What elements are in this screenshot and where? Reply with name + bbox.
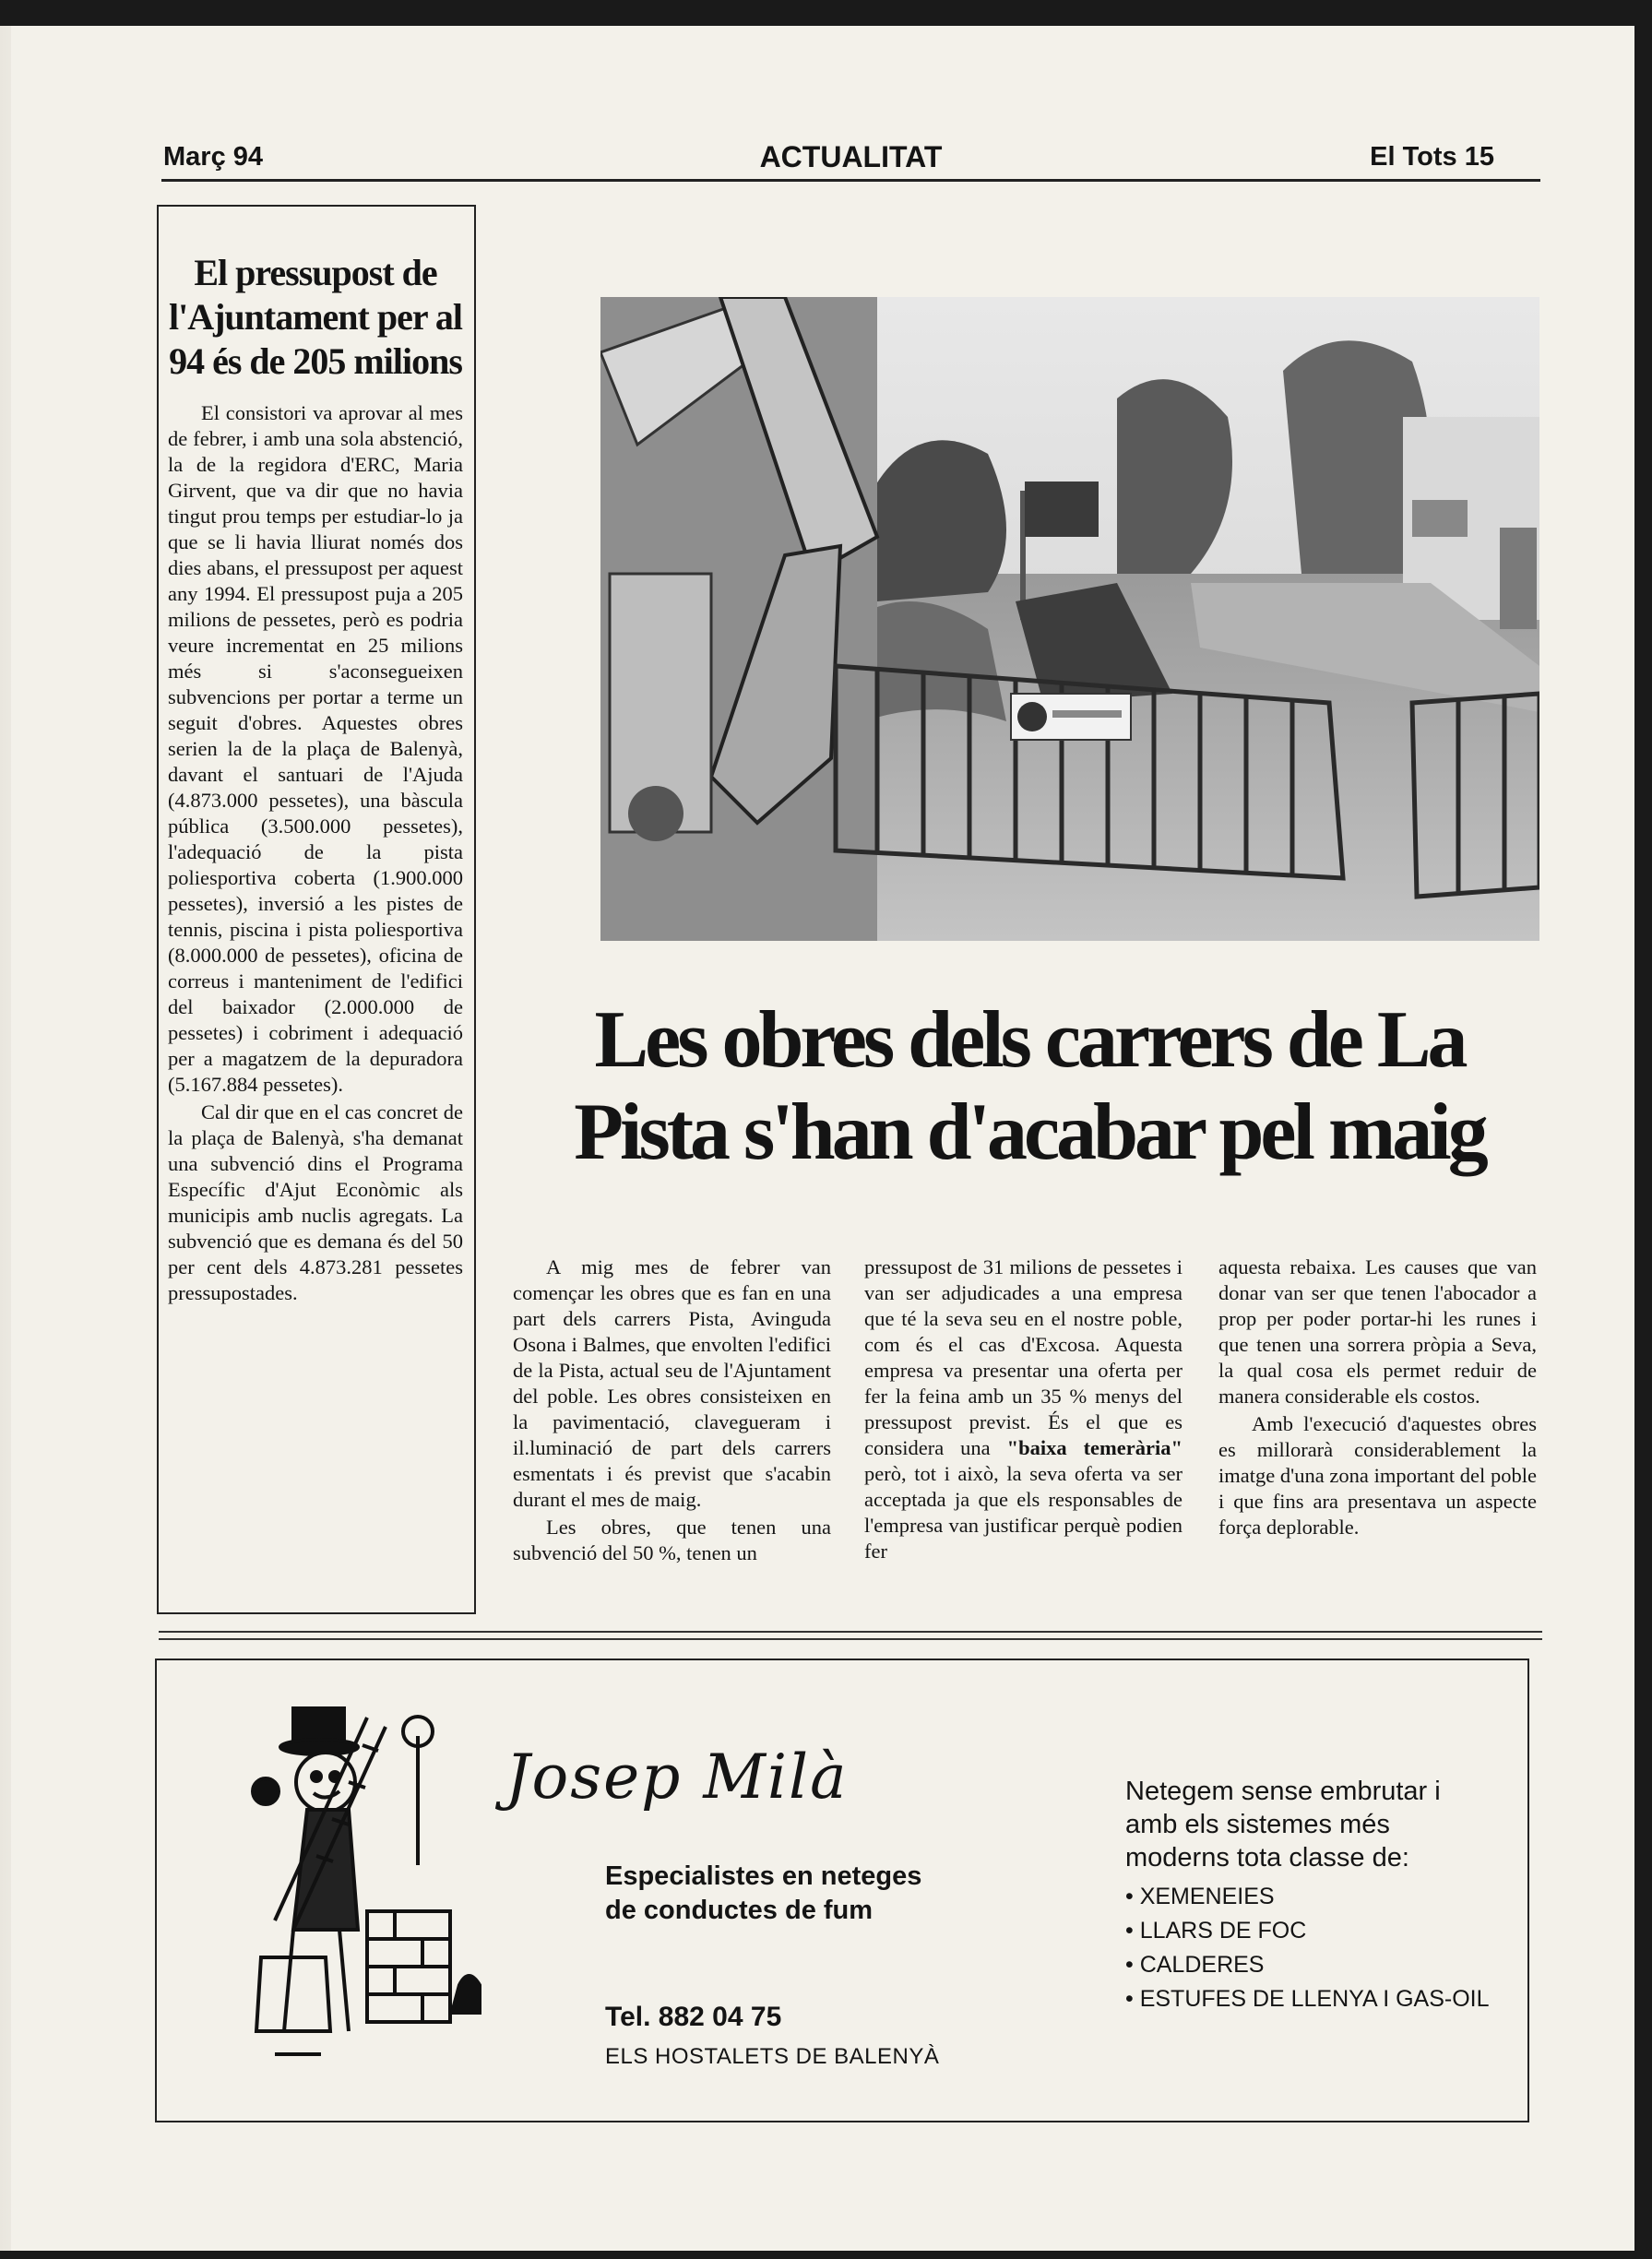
article-column-1 — [513, 1254, 831, 1566]
article-headline: Les obres dels carrers de La Pista s'han d'acabar pel maig — [574, 995, 1485, 1177]
service-item: • ESTUFES DE LLENYA I GAS-OIL — [1125, 1982, 1490, 2016]
page-number: El Tots 15 — [1370, 142, 1494, 172]
advertisement — [155, 1659, 1529, 2122]
article-paragraph — [864, 1254, 1183, 1564]
advertiser-town: ELS HOSTALETS DE BALENYÀ — [605, 2044, 940, 2069]
service-item: • CALDERES — [1125, 1948, 1490, 1982]
sidebar-box — [157, 205, 476, 1614]
services-list — [1125, 1880, 1490, 2016]
service-item: • XEMENEIES — [1125, 1880, 1490, 1914]
divider-rule — [159, 1631, 1542, 1633]
sidebar-body — [168, 400, 463, 1306]
sidebar-title: El pressupost de l'Ajuntament per al 94 és de 205 milions — [168, 252, 463, 382]
tagline-line: de conductes de fum — [605, 1896, 874, 1925]
services-intro: Netegem sense embrutar i amb els sistemes més moderns tota classe de: — [1125, 1777, 1441, 1873]
divider-rule — [159, 1638, 1542, 1640]
article-paragraph: aquesta rebaixa. Les causes que van donar van ser que tenen l'abocador a prop per poder portar-hi les runes i que tenen una sorrera pròpia a Seva, la qual cosa els permet reduir de manera considerable els costos. — [1218, 1255, 1537, 1408]
advertiser-phone: Tel. 882 04 75 — [605, 2002, 782, 2032]
section-title: ACTUALITAT — [759, 140, 943, 173]
sidebar-paragraph: El consistori va aprovar al mes de febrer, i amb una sola abstenció, la de la regidora d'ERC, Maria Girvent, que va dir que no havia tingut prou temps per estudiar-lo ja que se li havia lliurat només dos dies abans, el pressupost per aquest any 1994. El pressupost puja a 205 milions de pessetes, però es podria veure incrementat en 25 milions més si s'aconsegueixen subvencions per portar a terme un seguit d'obres. Aquestes obres serien la de la plaça de Balenyà, davant el santuari de l'Ajuda (4.873.000 pessetes), una bàscula pública (3.500.000 pessetes), l'adequació de la pista poliesportiva coberta (1.900.000 pessetes), inversió a les pistes de tennis, piscina i pista poliesportiva (8.000.000 de pessetes), oficina de correus i manteniment de l'edifici del baixador (2.000.000 de pessetes) i cobriment i adequació per a magatzem de la depuradora (5.167.884 pessetes). — [168, 401, 463, 1096]
advertiser-name: Josep Milà — [505, 1742, 849, 1813]
sidebar-paragraph: Cal dir que en el cas concret de la plaça de Balenyà, s'ha demanat una subvenció dins el Programa Específic d'Ajut Econòmic als municipis amb nuclis agregats. La subvenció que es demana és del 50 per cent dels 4.873.281 pessetes pressupostades. — [168, 1100, 463, 1304]
article-text: pressupost de 31 milions de pessetes i van ser adjudicades a una empresa que té la seva seu en el nostre poble, com és el cas d'Excosa. Aquesta empresa va presentar una oferta per fer la feina amb un 35 % menys del pressupost previst. És el que es considera una — [864, 1255, 1183, 1459]
page-header — [161, 138, 1540, 182]
construction-photo — [600, 297, 1539, 941]
chimney-sweep-cartoon-icon — [238, 1681, 487, 2077]
service-item: • LLARS DE FOC — [1125, 1914, 1490, 1948]
construction-photo-illustration — [600, 297, 1539, 941]
article-column-2 — [864, 1254, 1183, 1564]
article-bold-phrase: "baixa temerària" — [1006, 1436, 1183, 1459]
article-paragraph: Amb l'execució d'aquestes obres es millorarà considerablement la imatge d'una zona important del poble i que fins ara presentava un aspecte força deplorable. — [1218, 1412, 1537, 1539]
article-paragraph: A mig mes de febrer van començar les obres que es fan en una part dels carrers Pista, Avinguda Osona i Balmes, que envolten l'edifici de la Pista, actual seu de l'Ajuntament del poble. Les obres consisteixen en la pavimentació, clavegueram i il.luminació de part dels carrers esmentats i és previst que s'acabin durant el mes de maig. — [513, 1255, 831, 1511]
article-paragraph: Les obres, que tenen una subvenció del 50 %, tenen un — [513, 1516, 831, 1564]
article-text: però, tot i això, la seva oferta va ser acceptada ja que els responsables de l'empresa van justificar perquè podien fer — [864, 1462, 1183, 1563]
issue-date: Març 94 — [163, 142, 264, 172]
tagline-line: Especialistes en neteges — [605, 1861, 922, 1891]
advertiser-tagline — [605, 1860, 921, 1928]
article-column-3 — [1218, 1254, 1537, 1540]
